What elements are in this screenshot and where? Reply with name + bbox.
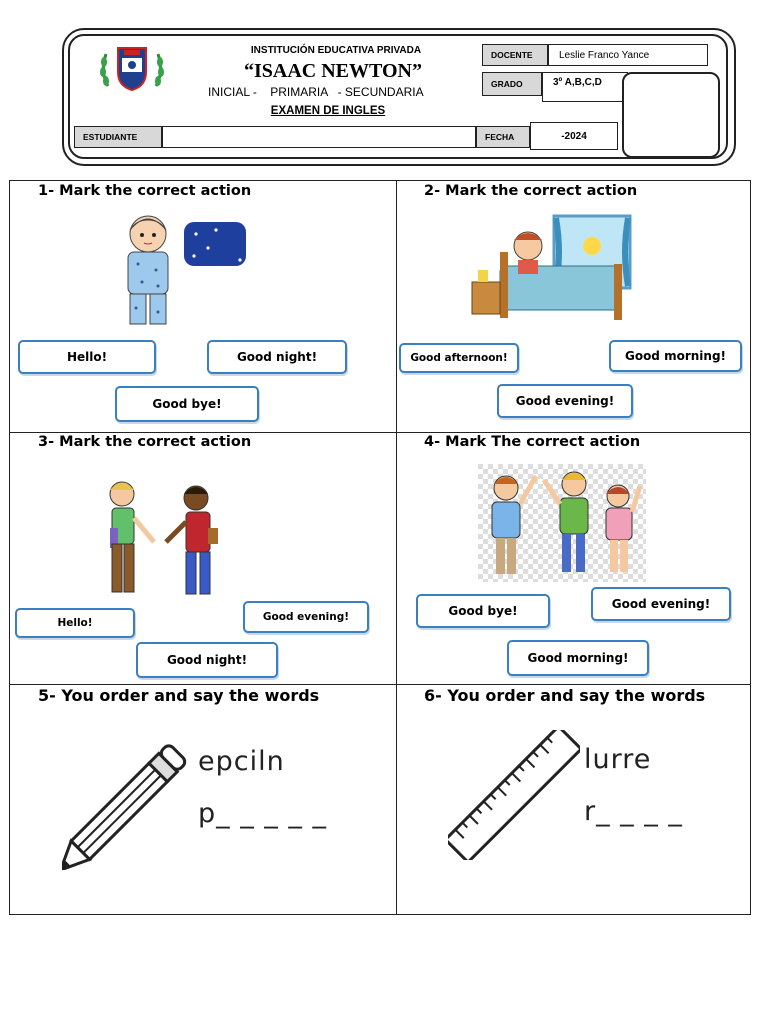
q1-option-good-night[interactable]: Good night!: [207, 340, 347, 374]
column-divider: [396, 180, 397, 915]
q4-option-good-evening[interactable]: Good evening!: [591, 587, 731, 621]
school-name: “ISAAC NEWTON”: [244, 60, 422, 82]
exam-title: EXAMEN DE INGLES: [270, 105, 386, 117]
question-1-title: 1- Mark the correct action: [38, 183, 252, 199]
question-3-title: 3- Mark the correct action: [38, 434, 252, 450]
question-2-title: 2- Mark the correct action: [424, 183, 638, 199]
child-waking-up-icon: [470, 212, 640, 326]
children-waving-icon: [478, 464, 646, 582]
q2-option-good-evening[interactable]: Good evening!: [497, 384, 633, 418]
docente-field[interactable]: Leslie Franco Yance: [548, 44, 708, 66]
estudiante-field[interactable]: [162, 126, 476, 148]
docente-label: DOCENTE: [482, 44, 548, 66]
estudiante-label: ESTUDIANTE: [74, 126, 162, 148]
grado-label: GRADO: [482, 72, 542, 96]
answer-blank-ruler[interactable]: r_ _ _ _: [584, 796, 683, 827]
row-divider: [9, 684, 751, 685]
q3-option-good-evening[interactable]: Good evening!: [243, 601, 369, 633]
school-logo-icon: [96, 42, 168, 94]
institution-line: INSTITUCIÓN EDUCATIVA PRIVADA: [250, 45, 422, 56]
school-levels: INICIAL - PRIMARIA - SECUNDARIA: [208, 85, 424, 99]
scrambled-word-pencil: epciln: [198, 746, 285, 777]
q4-option-good-morning[interactable]: Good morning!: [507, 640, 649, 676]
pencil-icon: [62, 730, 202, 870]
boy-pajamas-icon: [112, 208, 252, 328]
answer-blank-pencil[interactable]: p_ _ _ _ _: [198, 798, 327, 829]
grado-field[interactable]: 3º A,B,C,D: [542, 72, 628, 102]
two-boys-greeting-icon: [100, 478, 230, 604]
q3-option-good-night[interactable]: Good night!: [136, 642, 278, 678]
question-6-title: 6- You order and say the words: [424, 686, 706, 705]
ruler-icon: [448, 730, 580, 860]
fecha-field[interactable]: -2024: [530, 122, 618, 150]
q1-option-hello[interactable]: Hello!: [18, 340, 156, 374]
fecha-label: FECHA: [476, 126, 530, 148]
photo-box: [622, 72, 720, 158]
question-5-title: 5- You order and say the words: [38, 686, 320, 705]
q3-option-hello[interactable]: Hello!: [15, 608, 135, 638]
q1-option-good-bye[interactable]: Good bye!: [115, 386, 259, 422]
row-divider: [9, 432, 751, 433]
q2-option-good-afternoon[interactable]: Good afternoon!: [399, 343, 519, 373]
q2-option-good-morning[interactable]: Good morning!: [609, 340, 742, 372]
scrambled-word-ruler: lurre: [584, 744, 652, 775]
question-4-title: 4- Mark The correct action: [424, 434, 641, 450]
q4-option-good-bye[interactable]: Good bye!: [416, 594, 550, 628]
